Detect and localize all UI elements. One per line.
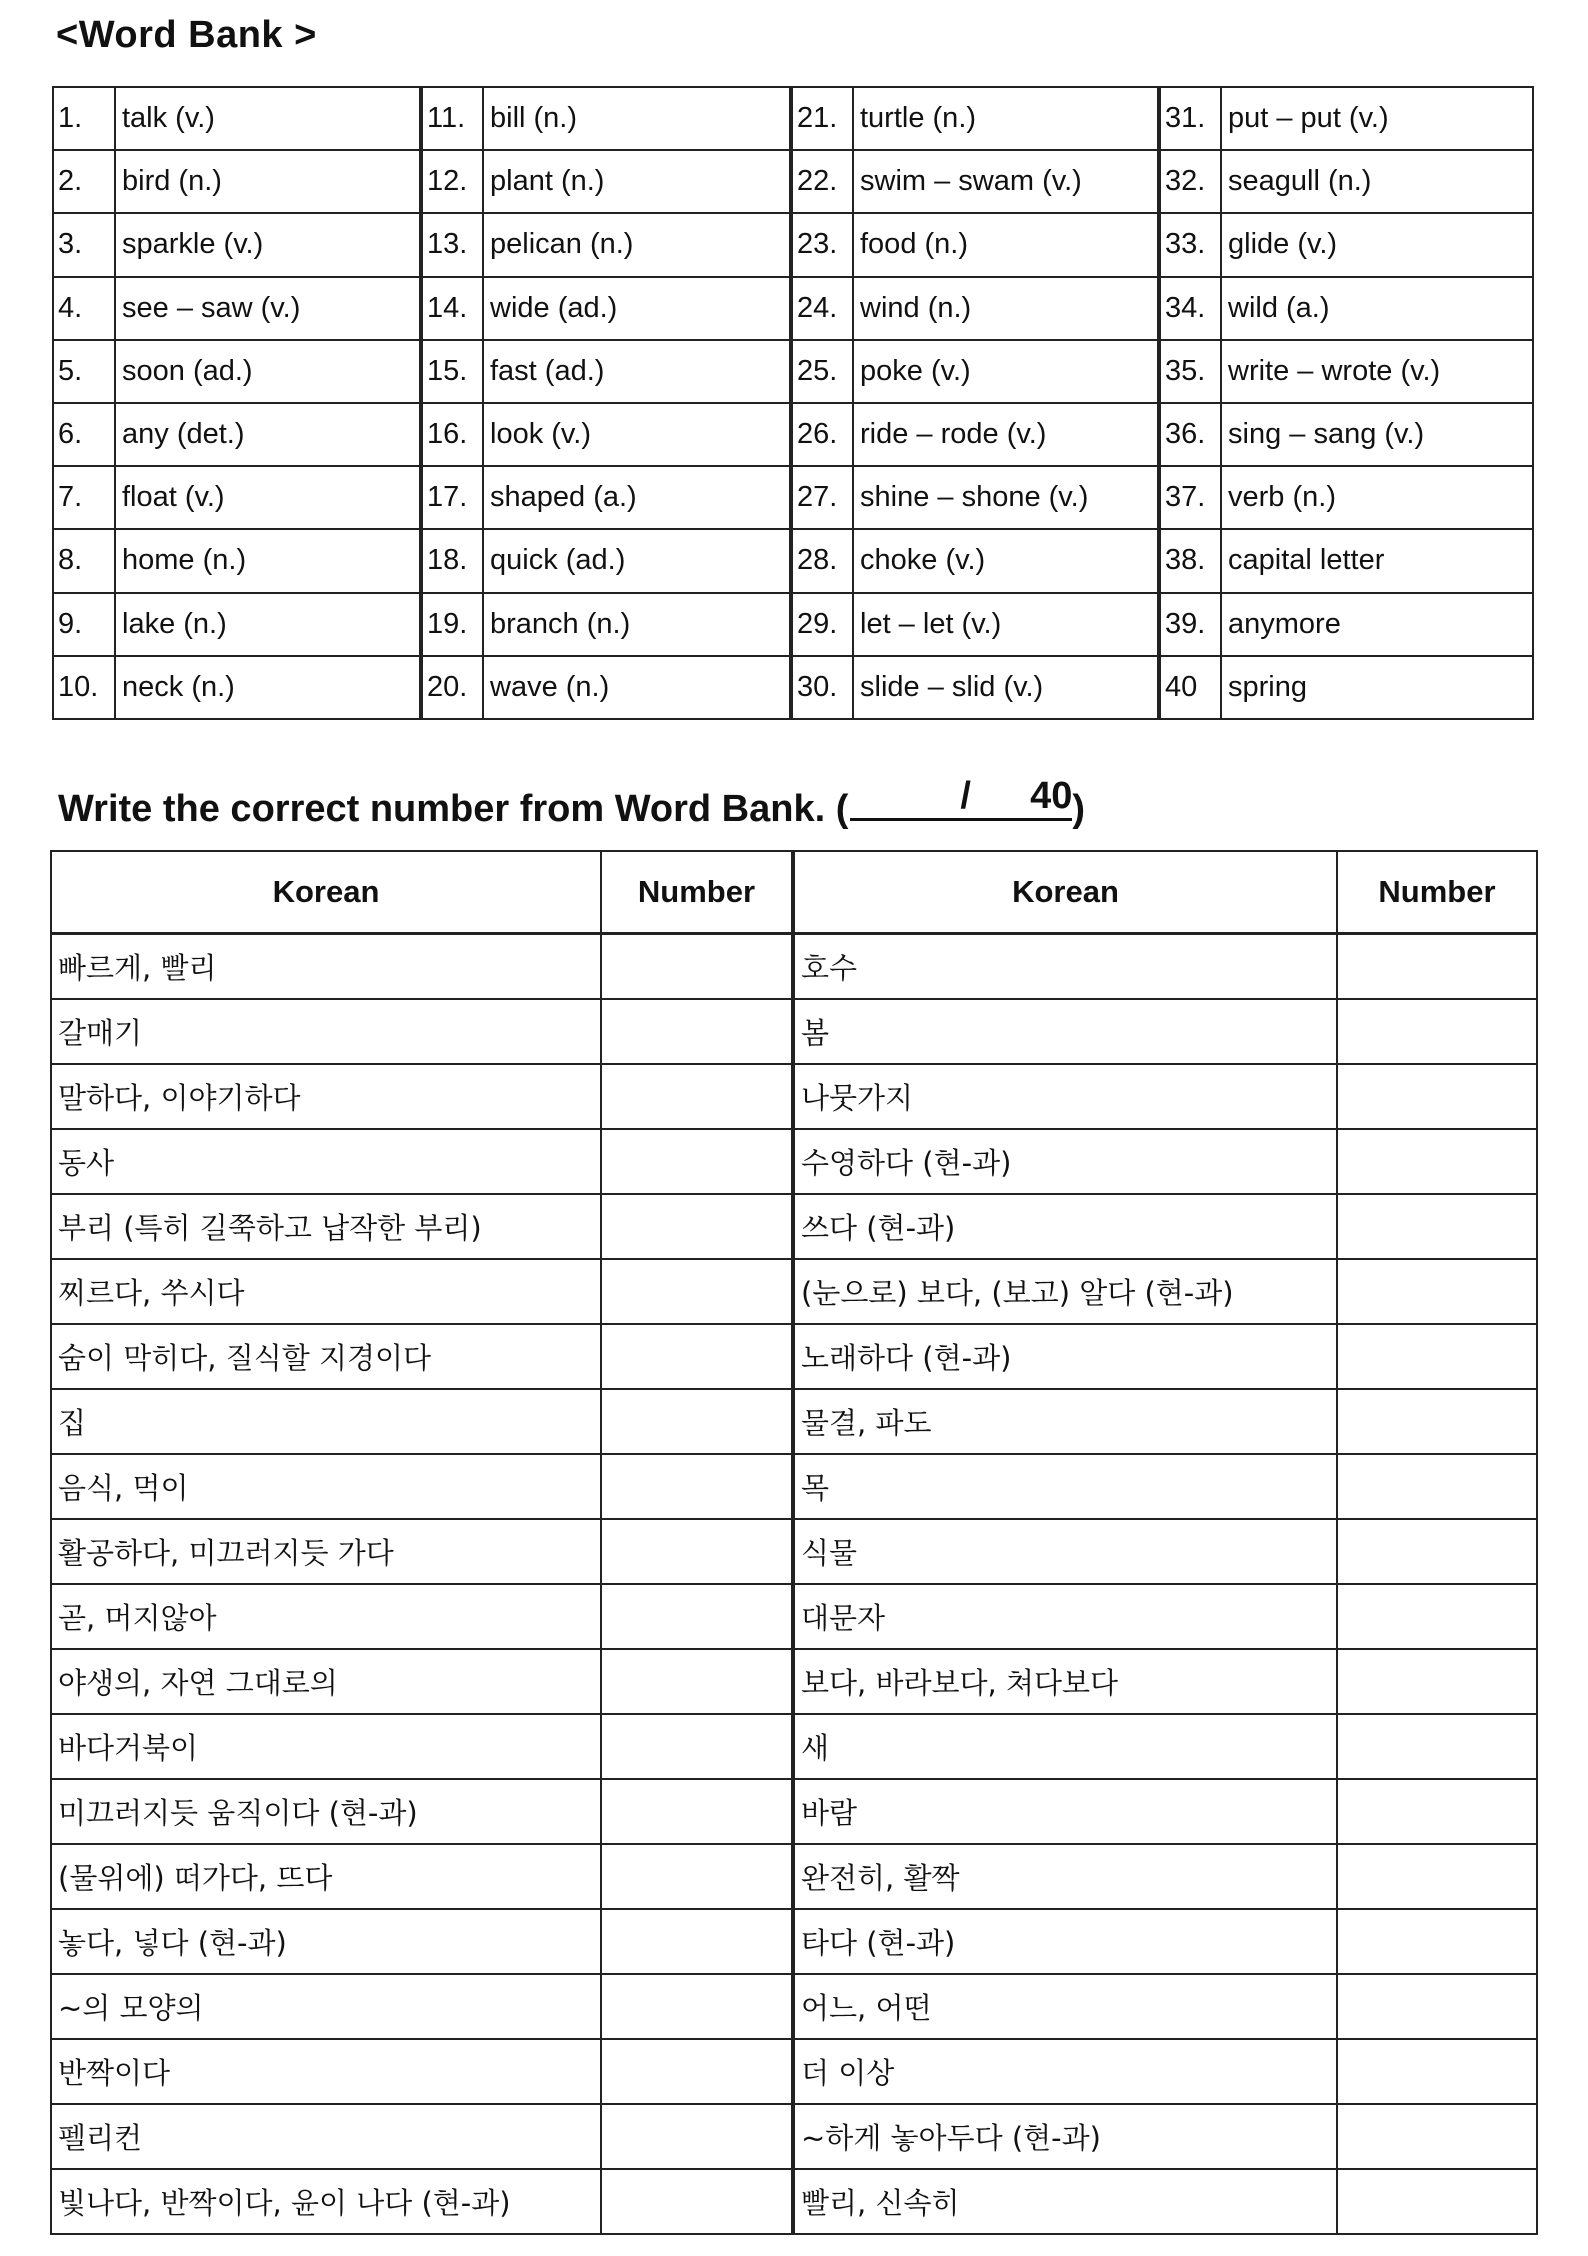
korean-meaning: 목 [793, 1454, 1337, 1519]
word-number: 29. [791, 593, 853, 656]
word-entry: look (v.) [483, 403, 791, 466]
korean-meaning: 수영하다 (현-과) [793, 1129, 1337, 1194]
word-entry: verb (n.) [1221, 466, 1533, 529]
korean-meaning: 반짝이다 [51, 2039, 601, 2104]
word-entry: glide (v.) [1221, 213, 1533, 276]
answer-number-cell[interactable] [601, 1129, 793, 1194]
answer-number-cell[interactable] [1337, 2039, 1537, 2104]
exercise-row [51, 1194, 1537, 1259]
word-number: 37. [1159, 466, 1221, 529]
korean-meaning: ~의 모양의 [51, 1974, 601, 2039]
word-number: 39. [1159, 593, 1221, 656]
word-bank-row [53, 213, 1533, 276]
exercise-row [51, 999, 1537, 1064]
korean-meaning: 나뭇가지 [793, 1064, 1337, 1129]
word-entry: slide – slid (v.) [853, 656, 1159, 719]
word-number: 21. [791, 87, 853, 150]
korean-meaning: 완전히, 활짝 [793, 1844, 1337, 1909]
korean-meaning: 펠리컨 [51, 2104, 601, 2169]
exercise-row [51, 1779, 1537, 1844]
answer-number-cell[interactable] [601, 1259, 793, 1324]
word-entry: talk (v.) [115, 87, 421, 150]
answer-number-cell[interactable] [601, 2104, 793, 2169]
word-number: 14. [421, 277, 483, 340]
exercise-row [51, 1259, 1537, 1324]
word-bank-title: <Word Bank > [56, 14, 317, 56]
word-number: 10. [53, 656, 115, 719]
word-number: 25. [791, 340, 853, 403]
korean-meaning: 새 [793, 1714, 1337, 1779]
korean-meaning: 빠르게, 빨리 [51, 934, 601, 1000]
word-entry: float (v.) [115, 466, 421, 529]
score-total: 40 [1030, 775, 1073, 817]
word-number: 23. [791, 213, 853, 276]
answer-number-cell[interactable] [1337, 999, 1537, 1064]
exercise-row [51, 1324, 1537, 1389]
korean-meaning: 찌르다, 쑤시다 [51, 1259, 601, 1324]
word-entry: wind (n.) [853, 277, 1159, 340]
answer-number-cell[interactable] [601, 1779, 793, 1844]
word-entry: turtle (n.) [853, 87, 1159, 150]
exercise-table [50, 850, 1538, 2235]
answer-number-cell[interactable] [601, 1519, 793, 1584]
answer-number-cell[interactable] [601, 1389, 793, 1454]
answer-number-cell[interactable] [1337, 934, 1537, 1000]
word-number: 19. [421, 593, 483, 656]
word-bank-row [53, 656, 1533, 719]
answer-number-cell[interactable] [601, 1194, 793, 1259]
korean-meaning: 빨리, 신속히 [793, 2169, 1337, 2234]
exercise-row [51, 934, 1537, 1000]
word-bank-row [53, 403, 1533, 466]
word-entry: food (n.) [853, 213, 1159, 276]
answer-number-cell[interactable] [1337, 1779, 1537, 1844]
number-header-left: Number [601, 851, 793, 934]
answer-number-cell[interactable] [601, 1064, 793, 1129]
korean-meaning: 호수 [793, 934, 1337, 1000]
word-number: 34. [1159, 277, 1221, 340]
word-number: 8. [53, 529, 115, 592]
word-number: 30. [791, 656, 853, 719]
word-number: 18. [421, 529, 483, 592]
word-entry: fast (ad.) [483, 340, 791, 403]
word-number: 22. [791, 150, 853, 213]
exercise-row [51, 1454, 1537, 1519]
answer-number-cell[interactable] [1337, 1259, 1537, 1324]
word-entry: sparkle (v.) [115, 213, 421, 276]
word-entry: quick (ad.) [483, 529, 791, 592]
korean-meaning: 놓다, 넣다 (현-과) [51, 1909, 601, 1974]
exercise-row [51, 1064, 1537, 1129]
word-number: 40 [1159, 656, 1221, 719]
number-header-right: Number [1337, 851, 1537, 934]
korean-meaning: 갈매기 [51, 999, 601, 1064]
answer-number-cell[interactable] [1337, 2169, 1537, 2234]
korean-meaning: 집 [51, 1389, 601, 1454]
word-entry: bill (n.) [483, 87, 791, 150]
korean-meaning: 쓰다 (현-과) [793, 1194, 1337, 1259]
word-entry: spring [1221, 656, 1533, 719]
answer-number-cell[interactable] [601, 1649, 793, 1714]
word-number: 13. [421, 213, 483, 276]
word-number: 32. [1159, 150, 1221, 213]
korean-meaning: 빛나다, 반짝이다, 윤이 나다 (현-과) [51, 2169, 601, 2234]
answer-number-cell[interactable] [601, 1974, 793, 2039]
answer-number-cell[interactable] [1337, 1909, 1537, 1974]
word-entry: seagull (n.) [1221, 150, 1533, 213]
answer-number-cell[interactable] [601, 999, 793, 1064]
korean-meaning: 바다거북이 [51, 1714, 601, 1779]
korean-meaning: 타다 (현-과) [793, 1909, 1337, 1974]
korean-meaning: 보다, 바라보다, 쳐다보다 [793, 1649, 1337, 1714]
exercise-row [51, 1714, 1537, 1779]
korean-meaning: (눈으로) 보다, (보고) 알다 (현-과) [793, 1259, 1337, 1324]
word-entry: put – put (v.) [1221, 87, 1533, 150]
exercise-row [51, 1844, 1537, 1909]
exercise-row [51, 1649, 1537, 1714]
word-number: 35. [1159, 340, 1221, 403]
word-number: 38. [1159, 529, 1221, 592]
score-field[interactable] [850, 775, 1073, 821]
word-bank-row [53, 87, 1533, 150]
word-entry: choke (v.) [853, 529, 1159, 592]
answer-number-cell[interactable] [1337, 2104, 1537, 2169]
korean-meaning: 더 이상 [793, 2039, 1337, 2104]
korean-meaning: ~하게 놓아두다 (현-과) [793, 2104, 1337, 2169]
korean-meaning: 음식, 먹이 [51, 1454, 601, 1519]
exercise-row [51, 1974, 1537, 2039]
word-bank-table [52, 86, 1534, 720]
word-entry: wild (a.) [1221, 277, 1533, 340]
exercise-row [51, 2169, 1537, 2234]
word-number: 16. [421, 403, 483, 466]
word-entry: ride – rode (v.) [853, 403, 1159, 466]
answer-number-cell[interactable] [1337, 1649, 1537, 1714]
korean-meaning: 동사 [51, 1129, 601, 1194]
word-entry: shine – shone (v.) [853, 466, 1159, 529]
korean-meaning: 식물 [793, 1519, 1337, 1584]
answer-number-cell[interactable] [1337, 1844, 1537, 1909]
answer-number-cell[interactable] [601, 1714, 793, 1779]
word-bank-row [53, 277, 1533, 340]
answer-number-cell[interactable] [601, 2039, 793, 2104]
word-number: 4. [53, 277, 115, 340]
korean-meaning: 봄 [793, 999, 1337, 1064]
korean-meaning: 숨이 막히다, 질식할 지경이다 [51, 1324, 601, 1389]
korean-meaning: 바람 [793, 1779, 1337, 1844]
korean-meaning: 활공하다, 미끄러지듯 가다 [51, 1519, 601, 1584]
answer-number-cell[interactable] [1337, 1389, 1537, 1454]
word-entry: swim – swam (v.) [853, 150, 1159, 213]
word-entry: write – wrote (v.) [1221, 340, 1533, 403]
word-bank-row [53, 593, 1533, 656]
word-entry: plant (n.) [483, 150, 791, 213]
exercise-row [51, 1909, 1537, 1974]
word-number: 6. [53, 403, 115, 466]
korean-meaning: 미끄러지듯 움직이다 (현-과) [51, 1779, 601, 1844]
word-number: 31. [1159, 87, 1221, 150]
word-entry: see – saw (v.) [115, 277, 421, 340]
word-number: 20. [421, 656, 483, 719]
word-entry: branch (n.) [483, 593, 791, 656]
word-entry: pelican (n.) [483, 213, 791, 276]
score-close: ) [1072, 788, 1086, 830]
word-entry: let – let (v.) [853, 593, 1159, 656]
korean-meaning: 대문자 [793, 1584, 1337, 1649]
answer-number-cell[interactable] [1337, 1129, 1537, 1194]
word-entry: poke (v.) [853, 340, 1159, 403]
answer-number-cell[interactable] [1337, 1519, 1537, 1584]
word-entry: wave (n.) [483, 656, 791, 719]
word-number: 27. [791, 466, 853, 529]
word-number: 11. [421, 87, 483, 150]
answer-number-cell[interactable] [1337, 1324, 1537, 1389]
korean-meaning: 말하다, 이야기하다 [51, 1064, 601, 1129]
word-entry: capital letter [1221, 529, 1533, 592]
word-number: 5. [53, 340, 115, 403]
answer-number-cell[interactable] [601, 1909, 793, 1974]
word-entry: lake (n.) [115, 593, 421, 656]
answer-number-cell[interactable] [601, 1324, 793, 1389]
answer-number-cell[interactable] [601, 2169, 793, 2234]
word-bank-row [53, 529, 1533, 592]
word-number: 9. [53, 593, 115, 656]
word-entry: anymore [1221, 593, 1533, 656]
answer-number-cell[interactable] [601, 1584, 793, 1649]
exercise-row [51, 2039, 1537, 2104]
word-number: 2. [53, 150, 115, 213]
answer-number-cell[interactable] [1337, 1454, 1537, 1519]
korean-header-right: Korean [793, 851, 1337, 934]
word-bank-row [53, 150, 1533, 213]
exercise-row [51, 1389, 1537, 1454]
exercise-row [51, 1584, 1537, 1649]
word-entry: bird (n.) [115, 150, 421, 213]
answer-number-cell[interactable] [1337, 1714, 1537, 1779]
answer-number-cell[interactable] [1337, 1064, 1537, 1129]
korean-meaning: 야생의, 자연 그대로의 [51, 1649, 601, 1714]
exercise-row [51, 2104, 1537, 2169]
word-entry: soon (ad.) [115, 340, 421, 403]
word-entry: home (n.) [115, 529, 421, 592]
word-number: 28. [791, 529, 853, 592]
word-number: 26. [791, 403, 853, 466]
korean-meaning: 곧, 머지않아 [51, 1584, 601, 1649]
korean-meaning: (물위에) 떠가다, 뜨다 [51, 1844, 601, 1909]
instruction-text: Write the correct number from Word Bank. ( [58, 788, 849, 830]
word-entry: wide (ad.) [483, 277, 791, 340]
answer-number-cell[interactable] [1337, 1974, 1537, 2039]
korean-meaning: 어느, 어떤 [793, 1974, 1337, 2039]
korean-meaning: 물결, 파도 [793, 1389, 1337, 1454]
word-number: 33. [1159, 213, 1221, 276]
word-number: 17. [421, 466, 483, 529]
word-number: 12. [421, 150, 483, 213]
word-entry: shaped (a.) [483, 466, 791, 529]
score-slash: / [960, 775, 971, 817]
word-bank-row [53, 340, 1533, 403]
word-entry: any (det.) [115, 403, 421, 466]
word-entry: neck (n.) [115, 656, 421, 719]
korean-meaning: 노래하다 (현-과) [793, 1324, 1337, 1389]
exercise-instruction [58, 775, 1086, 831]
answer-number-cell[interactable] [601, 1844, 793, 1909]
exercise-row [51, 1519, 1537, 1584]
word-number: 3. [53, 213, 115, 276]
word-number: 24. [791, 277, 853, 340]
word-number: 7. [53, 466, 115, 529]
answer-number-cell[interactable] [601, 934, 793, 1000]
word-bank-row [53, 466, 1533, 529]
exercise-header-row [51, 851, 1537, 934]
word-number: 15. [421, 340, 483, 403]
word-number: 1. [53, 87, 115, 150]
korean-meaning: 부리 (특히 길쭉하고 납작한 부리) [51, 1194, 601, 1259]
answer-number-cell[interactable] [601, 1454, 793, 1519]
answer-number-cell[interactable] [1337, 1584, 1537, 1649]
korean-header-left: Korean [51, 851, 601, 934]
answer-number-cell[interactable] [1337, 1194, 1537, 1259]
exercise-row [51, 1129, 1537, 1194]
word-number: 36. [1159, 403, 1221, 466]
word-entry: sing – sang (v.) [1221, 403, 1533, 466]
